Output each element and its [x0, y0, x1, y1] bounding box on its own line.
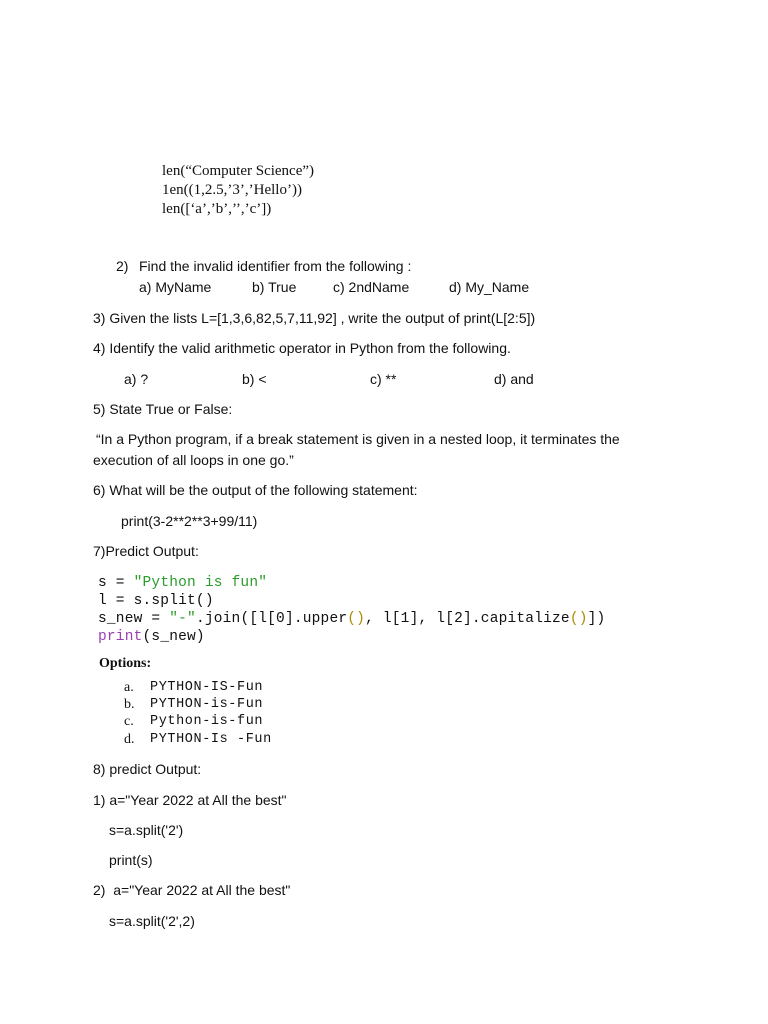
q2-option-a: a) MyName: [139, 279, 212, 295]
code-function-token: print: [98, 629, 143, 645]
code-line-len-list: len([‘a’,’b’,’’,’c’]): [162, 201, 272, 217]
q7-option-a-label: a.: [124, 680, 134, 695]
q8-part1-line2: s=a.split('2'): [109, 822, 184, 838]
q8-part2-line2: s=a.split('2',2): [109, 913, 195, 929]
code-paren-token: (): [347, 611, 366, 627]
q4-option-c: c) **: [370, 371, 397, 387]
code-token: s =: [98, 575, 134, 591]
q7-code-line3: [98, 610, 605, 628]
q4-option-b: b) <: [242, 371, 267, 387]
code-token: s_new =: [98, 611, 170, 627]
code-string-token: "Python is fun": [133, 575, 268, 591]
q2-option-d: d) My_Name: [449, 279, 530, 295]
code-token: .join([l[0].upper: [195, 611, 348, 627]
q4-option-a: a) ?: [124, 371, 149, 387]
q7-option-b-label: b.: [124, 697, 135, 712]
q7-options-heading: Options:: [99, 656, 152, 671]
code-token: ]): [587, 611, 606, 627]
q5-quote-line2: execution of all loops in one go.”: [93, 452, 294, 468]
q7-option-c-label: c.: [124, 714, 134, 729]
code-string-token: "-": [169, 611, 196, 627]
q7-code-line1: [98, 574, 267, 592]
q8-part1-line3: print(s): [109, 852, 153, 868]
code-line-len-tuple: 1en((1,2.5,’3’,’Hello’)): [162, 182, 302, 198]
q7-text: 7)Predict Output:: [93, 543, 199, 559]
q8-part1-line1: 1) a="Year 2022 at All the best": [93, 792, 287, 808]
q7-option-b-value: PYTHON-is-Fun: [150, 697, 264, 712]
q7-code-line2: l = s.split(): [98, 593, 214, 609]
q7-option-c-value: Python-is-fun: [150, 714, 264, 729]
q7-option-d-label: d.: [124, 732, 135, 747]
q7-option-a-value: PYTHON-IS-Fun: [150, 680, 264, 695]
q4-option-d: d) and: [494, 371, 534, 387]
q7-option-d-value: PYTHON-Is -Fun: [150, 732, 272, 747]
q8-text: 8) predict Output:: [93, 761, 202, 777]
q6-code: print(3-2**2**3+99/11): [121, 513, 258, 529]
q5-text: 5) State True or False:: [93, 401, 233, 417]
code-paren-token: (): [569, 611, 588, 627]
q2-text: Find the invalid identifier from the following :: [139, 258, 412, 274]
q7-code-line4: [98, 628, 205, 646]
code-token: (s_new): [142, 629, 205, 645]
q2-option-c: c) 2ndName: [333, 279, 410, 295]
q2-option-b: b) True: [252, 279, 297, 295]
q4-text: 4) Identify the valid arithmetic operator in Python from the following.: [93, 340, 511, 356]
q8-part2-line1: 2) a="Year 2022 at All the best": [93, 882, 291, 898]
code-token: , l[1], l[2].capitalize: [365, 611, 570, 627]
q5-quote-line1: “In a Python program, if a break statement is given in a nested loop, it terminates the: [96, 431, 620, 447]
q2-number: 2): [116, 258, 129, 274]
q6-text: 6) What will be the output of the following statement:: [93, 482, 418, 498]
q3-text: 3) Given the lists L=[1,3,6,82,5,7,11,92] , write the output of print(L[2:5]): [93, 310, 536, 326]
code-line-len-string: len(“Computer Science”): [162, 163, 315, 179]
